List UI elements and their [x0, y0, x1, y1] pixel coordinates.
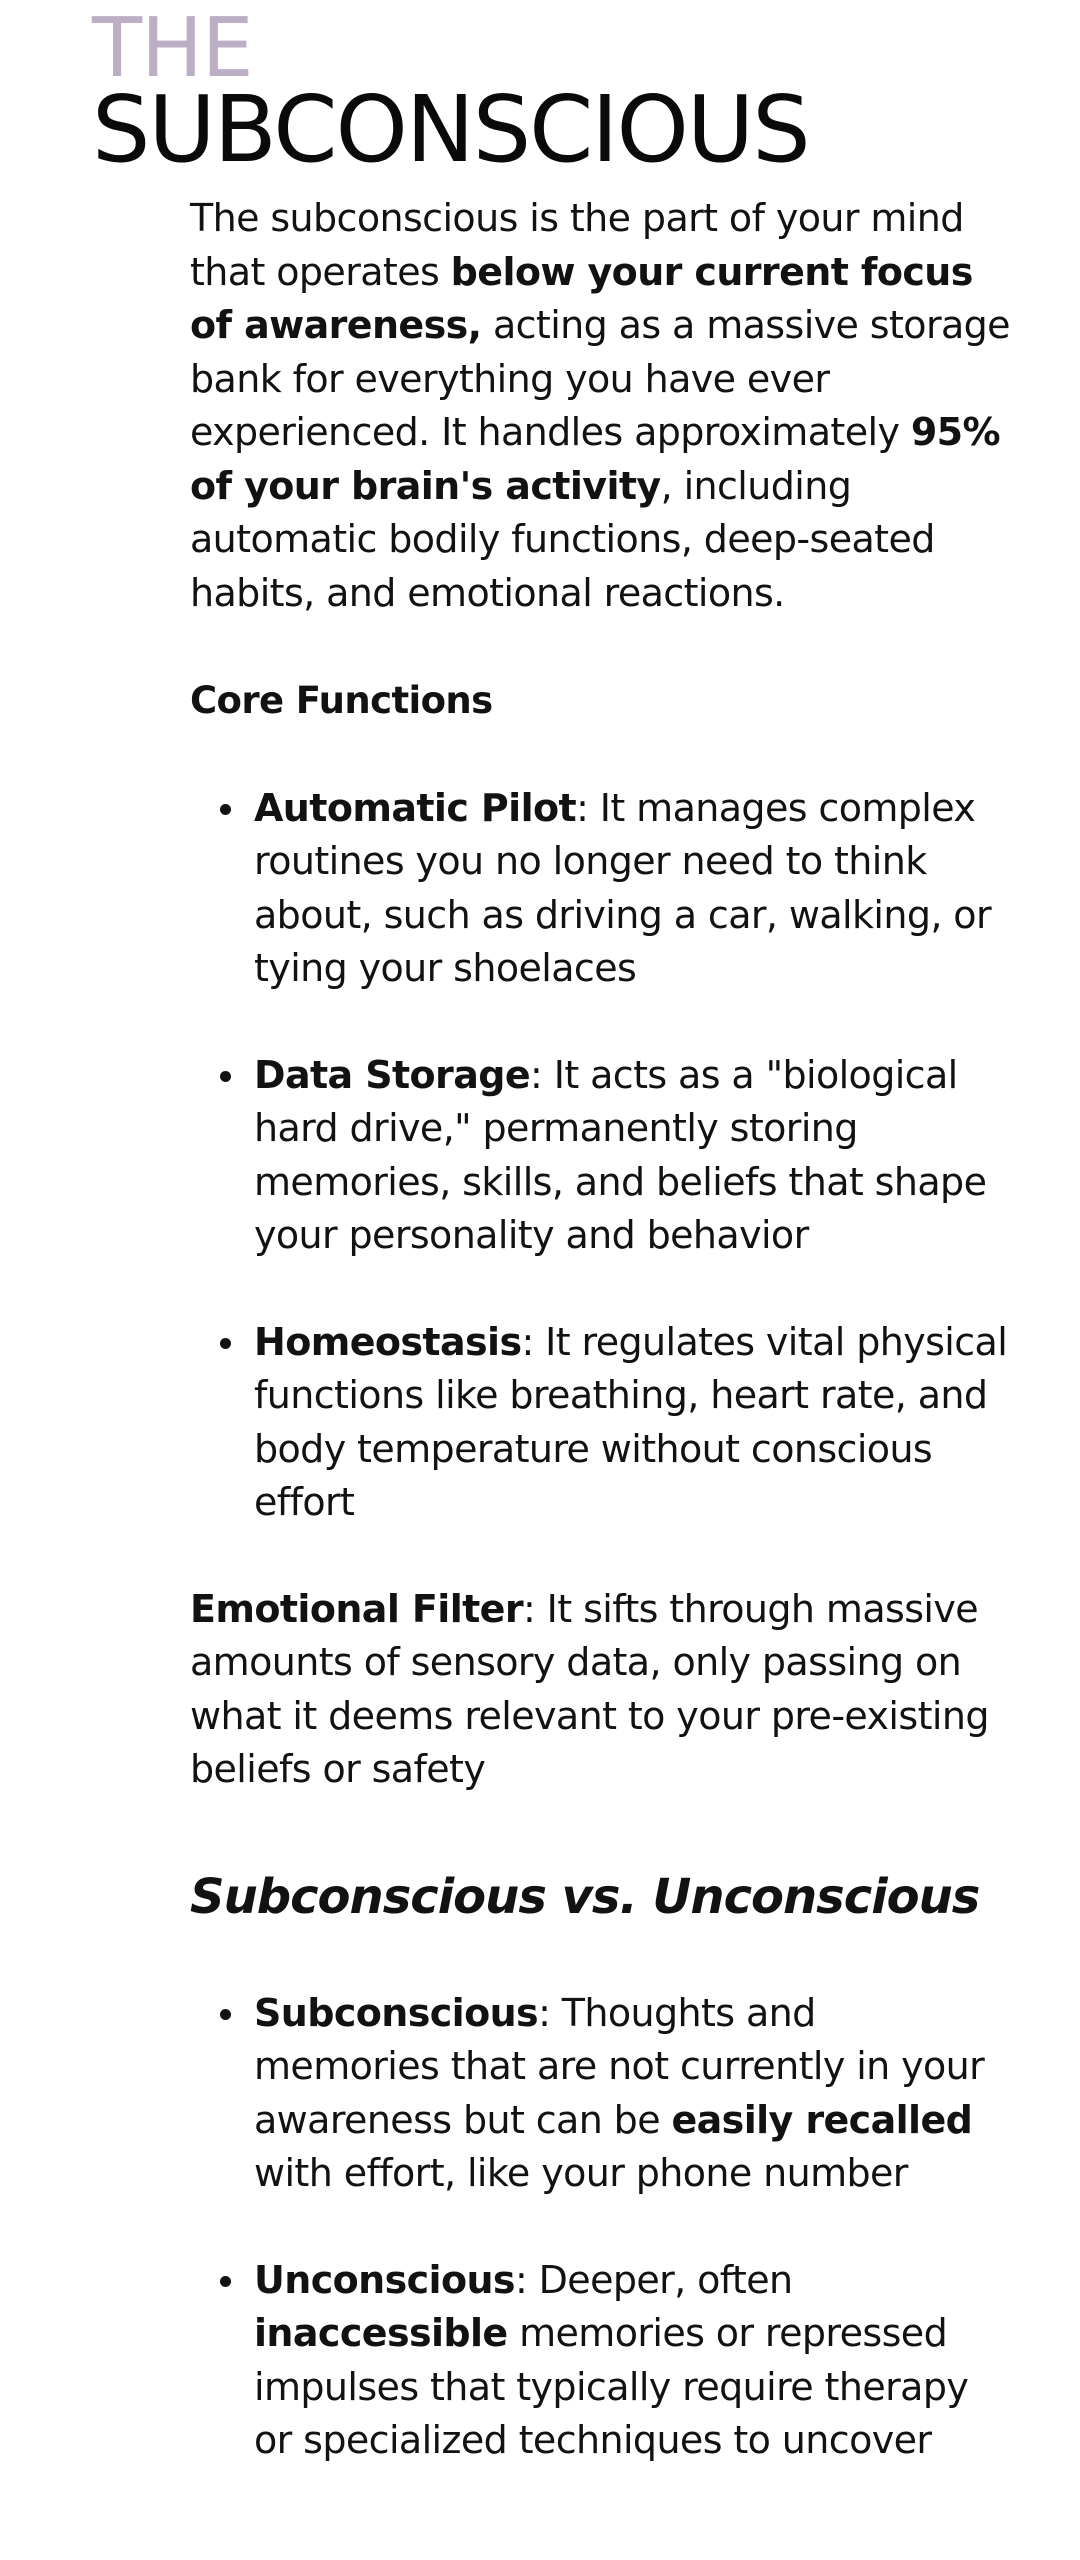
item-text: memories or repressed impulses that typically require therapy or specialized techniques to uncover	[254, 2311, 969, 2462]
item-term: Subconscious	[254, 1990, 539, 2035]
title-prefix: THE	[92, 1, 253, 96]
comparison-list	[190, 1987, 1010, 2468]
comparison-heading: Subconscious vs. Unconscious	[190, 1868, 980, 1925]
item-term: Automatic Pilot	[254, 785, 577, 830]
bullet-icon	[220, 1071, 231, 1082]
list-item	[190, 2254, 1010, 2468]
item-term: Unconscious	[254, 2257, 515, 2302]
bullet-icon	[220, 804, 231, 815]
list-item	[190, 1316, 1010, 1530]
intro-bold-2: 95% of your brain's activity	[190, 410, 1000, 508]
list-item	[190, 1987, 1010, 2201]
intro-bold-1: below your current focus of awareness,	[190, 249, 973, 347]
core-functions-list	[190, 782, 1010, 1530]
item-text: : Deeper, often	[514, 2257, 793, 2302]
item-text: : It acts as a "biological hard drive," permanently storing memories, skills, and beliefs that shape your personality and behavior	[254, 1052, 987, 1257]
bullet-icon	[220, 1338, 231, 1349]
intro-text-3: , including automatic bodily functions, deep-seated habits, and emotional reactions.	[190, 463, 935, 615]
bullet-icon	[220, 2276, 231, 2287]
item-text: with effort, like your phone number	[254, 2151, 908, 2195]
list-item	[190, 1049, 1010, 1263]
item-bold: easily recalled	[671, 2097, 973, 2142]
intro-text-2: acting as a massive storage bank for everything you have ever experienced. It handles approximately	[190, 303, 1010, 454]
list-item	[190, 782, 1010, 996]
emotional-filter-paragraph	[190, 1583, 1010, 1797]
item-term: Data Storage	[254, 1052, 531, 1097]
bullet-icon	[220, 2009, 231, 2020]
filter-text: : It sifts through massive amounts of sensory data, only passing on what it deems relevant to your pre-existing beliefs or safety	[190, 1586, 989, 1791]
page-title	[92, 1, 809, 183]
item-text: : It manages complex routines you no longer need to think about, such as driving a car, walking, or tying your shoelaces	[254, 785, 991, 990]
intro-text-1: The subconscious is the part of your mind that operates	[190, 196, 964, 294]
title-main: SUBCONSCIOUS	[92, 76, 809, 183]
item-text: : It regulates vital physical functions like breathing, heart rate, and body temperature without conscious effort	[254, 1319, 1008, 1524]
filter-term: Emotional Filter	[190, 1586, 523, 1631]
item-text: : Thoughts and memories that are not currently in your awareness but can be	[254, 1990, 985, 2142]
item-bold: inaccessible	[254, 2311, 508, 2355]
intro-paragraph	[190, 192, 1010, 620]
item-term: Homeostasis	[254, 1319, 522, 1364]
core-functions-heading: Core Functions	[190, 679, 493, 722]
article-body	[190, 192, 1010, 2521]
